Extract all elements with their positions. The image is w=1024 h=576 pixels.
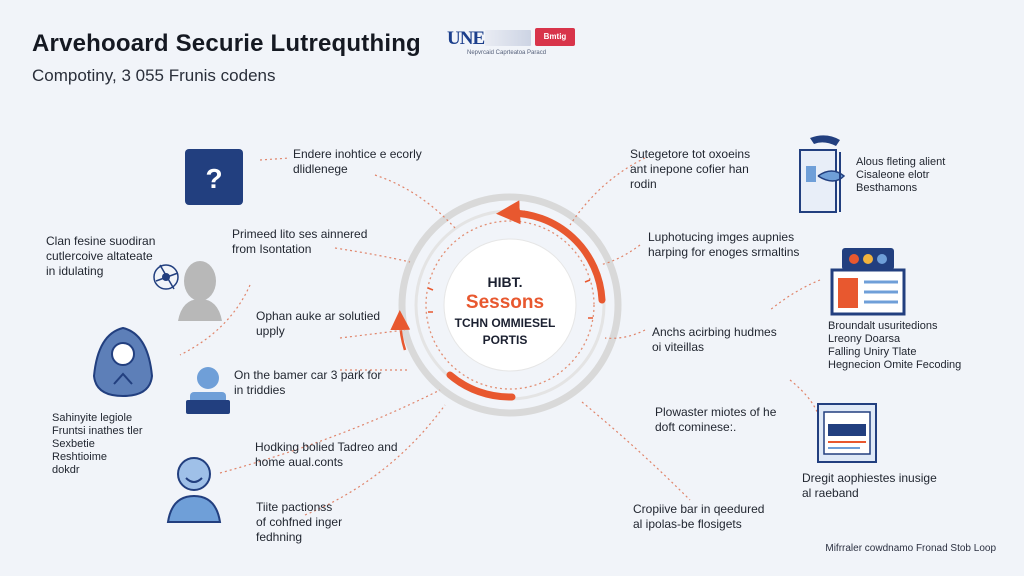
label-line: Sutegetore tot oxoeins [630,147,751,161]
label-line: from Isontation [232,242,312,256]
hooded-person-icon [88,326,158,398]
label-line: in idulating [46,264,104,278]
label-line: Dregit aophiestes inusige [802,471,937,485]
label-line: Alous fleting alient [856,156,946,168]
label-line: upply [256,324,285,338]
label-endere [293,147,422,177]
label-line: Falling Uniry Tlate [828,346,917,358]
label-line: doft cominese:. [655,420,737,434]
label-sutegetore [630,147,750,192]
label-dregit [802,471,937,501]
label-line: Reshtioime [52,451,108,463]
label-line: Anchs acirbing hudmes [652,325,777,339]
label-line: Hegnecion Omite Fecoding [828,359,962,371]
label-line: Endere inohtice e ecorly [293,147,422,161]
page-title: Arvehooard Securie Lutrequthing [32,30,421,57]
page-subtitle: Compotiny, 3 055 Frunis codens [32,66,276,85]
label-line: Primeed lito ses ainnered [232,227,368,241]
center-line-2: Sessons [465,292,545,313]
label-clan [46,234,155,279]
label-line: Sahinyite legiole [52,412,133,424]
label-line: Plowaster miotes of he [655,405,777,419]
label-line: Besthamons [856,182,918,194]
label-bamer [234,368,381,398]
center-line-1: HIBT. [487,274,523,290]
label-line: Fruntsi inathes tler [52,425,143,437]
arc-bottom-left [450,375,512,397]
label-broundalt [828,320,961,372]
label-plowaster [655,405,776,435]
smiling-person-icon [164,452,224,524]
label-luphotucing [648,230,799,260]
label-anchs [652,325,777,355]
label-primeed [232,227,367,257]
label-sahin [52,412,142,477]
label-line: home aual.conts [255,455,344,469]
label-line: Tiite pactionss [256,500,333,514]
label-ophan [256,309,380,339]
label-alous [856,156,945,195]
label-line: dlidlenege [293,162,348,176]
control-panel-icon [828,242,908,316]
label-line: Ophan auke ar solutied [256,309,381,323]
label-line: al ipolas-be flosigets [633,517,742,531]
label-line: oi viteillas [652,340,705,354]
label-line: rodin [630,177,657,191]
label-line: Cisaleone elotr [856,169,930,181]
label-line: Sexbetie [52,438,95,450]
center-line-3: TCHN OMMIESEL [454,316,556,330]
logo-mark: UNE [447,28,485,49]
document-icon [816,402,878,464]
label-line: Lreony Doarsa [828,333,901,345]
label-line: dokdr [52,464,80,476]
label-line: of cohfned inger [256,515,343,529]
worker-icon [184,364,232,416]
center-line-4: PORTIS [482,333,528,347]
label-tiite [256,500,342,545]
label-hooking [255,440,398,470]
shopping-bag-icon [796,132,854,216]
silhouette-icon [150,255,225,323]
label-line: Cropiive bar in qeedured [633,502,765,516]
footer-caption: Mifrraler cowdnamo Fronad Stob Loop [825,543,996,554]
svg-text:?: ? [205,163,223,194]
logo-caption: Nepvrcaid Caprteatoa Paracd [467,50,547,56]
label-line: in triddies [234,383,286,397]
label-line: On the bamer car 3 park for [234,368,382,382]
question-icon [184,148,244,206]
label-line: harping for enoges srmaltins [648,245,800,259]
logo-tag: Bmtig [535,28,575,46]
label-cropiive [633,502,764,532]
label-line: cutlercoive altateate [46,249,153,263]
label-line: Hodking bolied Tadreo and [255,440,398,454]
label-line: Clan fesine suodiran [46,234,156,248]
label-line: Broundalt usuritedions [828,320,938,332]
label-line: fedhning [256,530,303,544]
label-line: ant inepone cofier han [630,162,749,176]
arrow-top [508,212,525,213]
label-line: Luphotucing imges aupnies [648,230,795,244]
label-line: al raeband [802,486,859,500]
